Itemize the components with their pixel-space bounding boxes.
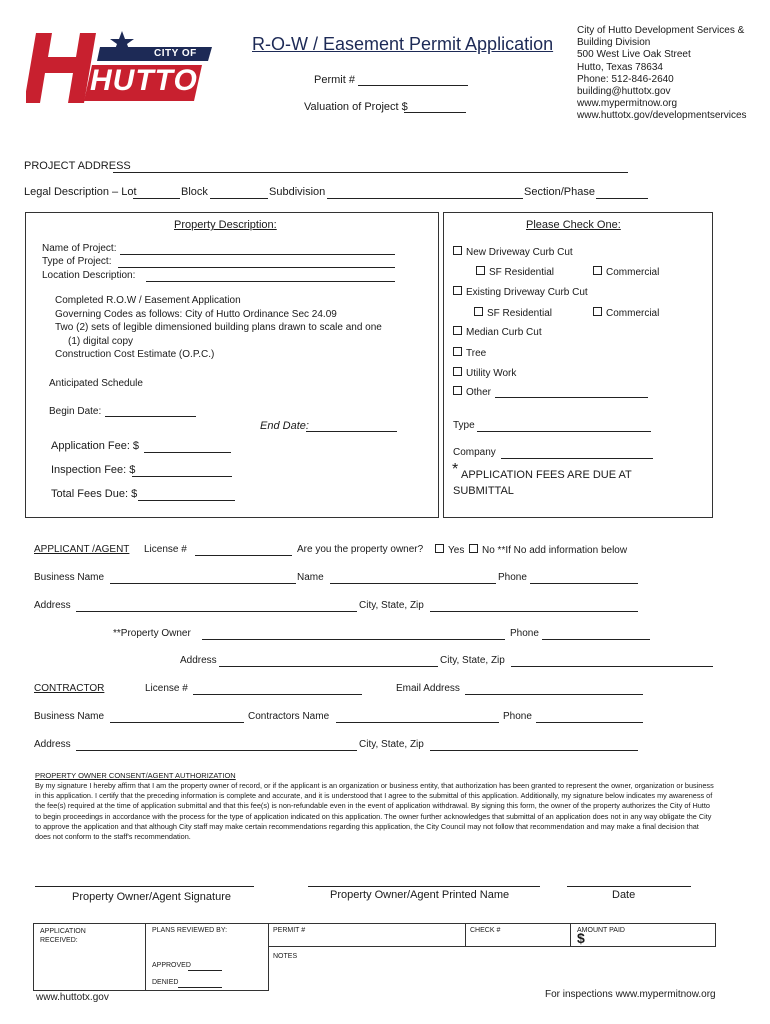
owner-no-option[interactable] xyxy=(469,544,627,556)
checkbox[interactable] xyxy=(453,367,462,376)
applicant-license-field[interactable] xyxy=(195,555,292,556)
consent-paragraph: By my signature I hereby affirm that I am the property owner of record, or if the applicant is an organization or business entity, that authorization has been granted to represent the owner, organization or business in this application. I certify that the preceding information is complete and accurate, and it is understood that I agree to the submittal of this application. Additionally, my signature below indicates my awareness of the fee(s) required at the time of application submittal and that this fee(s) is non-refundable even in the event of application withdrawal. By signing this form, the owner of the property authorizes the City of Hutto to begin proceedings in accordance with the process for the type of application indicated on this application. The owner further acknowledges that submittal of an application does not in any way obligate the City to approve the application and that although City staff may make certain recommendations regarding this application, the City Council may not follow that recommendation and may make a final decision that does not conform to the staff's recommendation. xyxy=(35,781,714,842)
contractor-city-field[interactable] xyxy=(430,750,638,751)
notes-cell xyxy=(269,947,715,990)
permit-cell xyxy=(269,924,466,947)
printed-name-label: Property Owner/Agent Printed Name xyxy=(330,889,510,901)
project-type-field[interactable] xyxy=(118,267,395,268)
valuation-label: Valuation of Project $ xyxy=(304,101,408,113)
amount-dollar: $ xyxy=(577,930,585,946)
contractor-email-field[interactable] xyxy=(465,694,643,695)
end-date-label: End Date: xyxy=(260,420,309,432)
checkbox[interactable] xyxy=(453,386,462,395)
option-label: Yes xyxy=(448,545,465,556)
location-label: Location Description: xyxy=(42,270,136,281)
owner-phone-field[interactable] xyxy=(542,639,650,640)
block-field[interactable] xyxy=(210,198,268,199)
option-label: Commercial xyxy=(606,308,660,319)
signature-label: Property Owner/Agent Signature xyxy=(72,891,231,903)
fees-notice-line-2: SUBMITTAL xyxy=(453,485,514,497)
option-tree[interactable] xyxy=(453,347,486,359)
company-field[interactable] xyxy=(501,458,653,459)
contractor-address-field[interactable] xyxy=(76,750,357,751)
applicant-city-label: City, State, Zip xyxy=(359,600,424,611)
application-fee-label: Application Fee: $ xyxy=(51,440,140,452)
owner-yes-option[interactable] xyxy=(435,544,464,556)
option-sf-residential-2[interactable] xyxy=(474,307,552,319)
applicant-phone-field[interactable] xyxy=(530,583,638,584)
contact-link[interactable]: www.huttotx.gov/developmentservices xyxy=(577,110,747,122)
total-fees-label: Total Fees Due: $ xyxy=(51,488,138,500)
consent-heading: PROPERTY OWNER CONSENT/AGENT AUTHORIZATION xyxy=(35,771,236,780)
property-owner-field[interactable] xyxy=(202,639,505,640)
contact-link[interactable]: www.mypermitnow.org xyxy=(577,98,678,110)
notice-star: * xyxy=(452,461,459,478)
subdivision-field[interactable] xyxy=(327,198,523,199)
checkbox[interactable] xyxy=(593,307,602,316)
contractors-name-field[interactable] xyxy=(336,722,499,723)
applicant-phone-label: Phone xyxy=(498,572,527,583)
option-label: Existing Driveway Curb Cut xyxy=(466,287,588,298)
lot-field[interactable] xyxy=(133,198,180,199)
owner-city-field[interactable] xyxy=(511,666,713,667)
printed-name-field[interactable] xyxy=(308,886,540,887)
option-label: Median Curb Cut xyxy=(466,327,542,338)
checkbox[interactable] xyxy=(469,544,478,553)
approved-label: APPROVED xyxy=(152,962,191,969)
checkbox[interactable] xyxy=(453,246,462,255)
option-label: No **If No add information below xyxy=(482,545,628,556)
option-sf-residential[interactable] xyxy=(476,266,554,278)
property-description-heading: Property Description: xyxy=(174,219,277,231)
contact-line: 500 West Live Oak Street xyxy=(577,49,691,61)
option-existing-driveway[interactable] xyxy=(453,286,588,298)
option-label: Other xyxy=(466,387,492,398)
contractor-business-field[interactable] xyxy=(110,722,244,723)
signature-field[interactable] xyxy=(35,886,254,887)
begin-date-field[interactable] xyxy=(105,416,196,417)
begin-date-label: Begin Date: xyxy=(49,406,102,417)
logo-hutto: HUTTO xyxy=(90,64,198,97)
section-field[interactable] xyxy=(596,198,648,199)
footer-inspections-link[interactable]: For inspections www.mypermitnow.org xyxy=(545,989,716,1000)
check-cell xyxy=(466,924,571,947)
owner-city-label: City, State, Zip xyxy=(440,655,505,666)
received-label: APPLICATION RECEIVED: xyxy=(40,928,86,944)
contact-email[interactable]: building@huttotx.gov xyxy=(577,86,671,98)
project-address-field[interactable] xyxy=(113,172,628,173)
date-label: Date xyxy=(612,889,636,901)
applicant-license-label: License # xyxy=(144,544,187,555)
permit-number-label: Permit # xyxy=(314,74,355,86)
notes-label: NOTES xyxy=(273,953,298,960)
owner-address-field[interactable] xyxy=(219,666,438,667)
section-label: Section/Phase xyxy=(524,186,595,198)
checkbox[interactable] xyxy=(453,286,462,295)
office-use-table xyxy=(33,923,716,991)
permit-number-field[interactable] xyxy=(358,85,468,86)
property-owner-label: **Property Owner xyxy=(113,628,191,639)
option-label: Utility Work xyxy=(466,368,517,379)
applicant-address-label: Address xyxy=(34,600,71,611)
checkbox[interactable] xyxy=(453,347,462,356)
option-label: SF Residential xyxy=(489,267,555,278)
applicant-city-field[interactable] xyxy=(430,611,638,612)
inspection-fee-field[interactable] xyxy=(132,476,232,477)
contractor-business-label: Business Name xyxy=(34,711,105,722)
applicant-name-field[interactable] xyxy=(330,583,496,584)
applicant-business-label: Business Name xyxy=(34,572,105,583)
option-commercial[interactable] xyxy=(593,266,659,278)
page-title: R-O-W / Easement Permit Application xyxy=(252,34,554,54)
contractor-phone-field[interactable] xyxy=(536,722,643,723)
footer-website-link[interactable]: www.huttotx.gov xyxy=(36,992,109,1003)
project-name-label: Name of Project: xyxy=(42,243,117,254)
option-label: Tree xyxy=(466,348,487,359)
block-label: Block xyxy=(181,186,208,198)
check-one-heading: Please Check One: xyxy=(526,219,621,231)
option-other[interactable] xyxy=(453,386,491,398)
plans-cell xyxy=(146,924,269,991)
contractor-phone-label: Phone xyxy=(503,711,532,722)
subdivision-label: Subdivision xyxy=(269,186,326,198)
contractor-heading: CONTRACTOR xyxy=(34,683,105,694)
approved-field[interactable] xyxy=(188,970,222,971)
owner-address-label: Address xyxy=(180,655,217,666)
option-label: SF Residential xyxy=(487,308,553,319)
date-field[interactable] xyxy=(567,886,691,887)
end-date-field[interactable] xyxy=(306,431,397,432)
requirement-item: Completed R.O.W / Easement Application xyxy=(55,295,241,306)
option-label: New Driveway Curb Cut xyxy=(466,247,573,258)
checkbox[interactable] xyxy=(476,266,485,275)
location-field[interactable] xyxy=(146,281,395,282)
contractor-email-label: Email Address xyxy=(396,683,460,694)
legal-lot-label: Legal Description – Lot xyxy=(24,186,137,198)
option-new-driveway[interactable] xyxy=(453,246,573,258)
project-type-label: Type of Project: xyxy=(42,256,112,267)
schedule-label: Anticipated Schedule xyxy=(49,378,143,389)
option-utility[interactable] xyxy=(453,367,516,379)
owner-phone-label: Phone xyxy=(510,628,539,639)
option-commercial-2[interactable] xyxy=(593,307,659,319)
inspection-fee-label: Inspection Fee: $ xyxy=(51,464,136,476)
contact-line: Phone: 512-846-2640 xyxy=(577,73,674,85)
contractor-address-label: Address xyxy=(34,739,71,750)
contractor-license-label: License # xyxy=(145,683,188,694)
checkbox[interactable] xyxy=(435,544,444,553)
contact-block xyxy=(577,25,747,123)
contractor-license-field[interactable] xyxy=(193,694,362,695)
amount-cell xyxy=(571,924,716,947)
contact-line: Building Division xyxy=(577,37,651,49)
contractor-city-label: City, State, Zip xyxy=(359,739,424,750)
applicant-business-field[interactable] xyxy=(110,583,296,584)
requirement-item: Construction Cost Estimate (O.P.C.) xyxy=(55,349,215,360)
denied-field[interactable] xyxy=(178,987,222,988)
type-label: Type xyxy=(453,420,475,431)
requirement-item: Two (2) sets of legible dimensioned building plans drawn to scale and one xyxy=(55,322,382,333)
type-field[interactable] xyxy=(477,431,651,432)
valuation-field[interactable] xyxy=(404,112,466,113)
permit-cell-label: PERMIT # xyxy=(273,927,306,934)
requirement-item: Governing Codes as follows: City of Hutto Ordinance Sec 24.09 xyxy=(55,309,337,320)
received-cell xyxy=(34,924,146,991)
requirement-item: (1) digital copy xyxy=(68,336,134,347)
plans-label: PLANS REVIEWED BY: xyxy=(152,927,228,934)
company-label: Company xyxy=(453,447,496,458)
applicant-name-label: Name xyxy=(297,572,324,583)
checkbox[interactable] xyxy=(474,307,483,316)
logo-city-of: CITY OF xyxy=(154,48,197,59)
project-address-label: PROJECT ADDRESS xyxy=(24,160,131,172)
contact-line: City of Hutto Development Services & xyxy=(577,25,745,36)
applicant-heading: APPLICANT /AGENT xyxy=(34,544,130,555)
city-of-hutto-logo xyxy=(26,27,216,109)
contact-line: Hutto, Texas 78634 xyxy=(577,61,663,73)
option-median[interactable] xyxy=(453,326,542,338)
denied-label: DENIED xyxy=(152,979,179,986)
checkbox[interactable] xyxy=(453,326,462,335)
application-fee-field[interactable] xyxy=(144,452,231,453)
project-name-field[interactable] xyxy=(120,254,395,255)
amount-label: AMOUNT PAID xyxy=(577,927,625,934)
other-field[interactable] xyxy=(495,397,648,398)
contractors-name-label: Contractors Name xyxy=(248,711,330,722)
option-label: Commercial xyxy=(606,267,660,278)
checkbox[interactable] xyxy=(593,266,602,275)
total-fees-field[interactable] xyxy=(138,500,235,501)
fees-notice-line-1: APPLICATION FEES ARE DUE AT xyxy=(461,469,632,481)
applicant-address-field[interactable] xyxy=(76,611,357,612)
check-cell-label: CHECK # xyxy=(470,927,501,934)
owner-question: Are you the property owner? xyxy=(297,544,424,555)
